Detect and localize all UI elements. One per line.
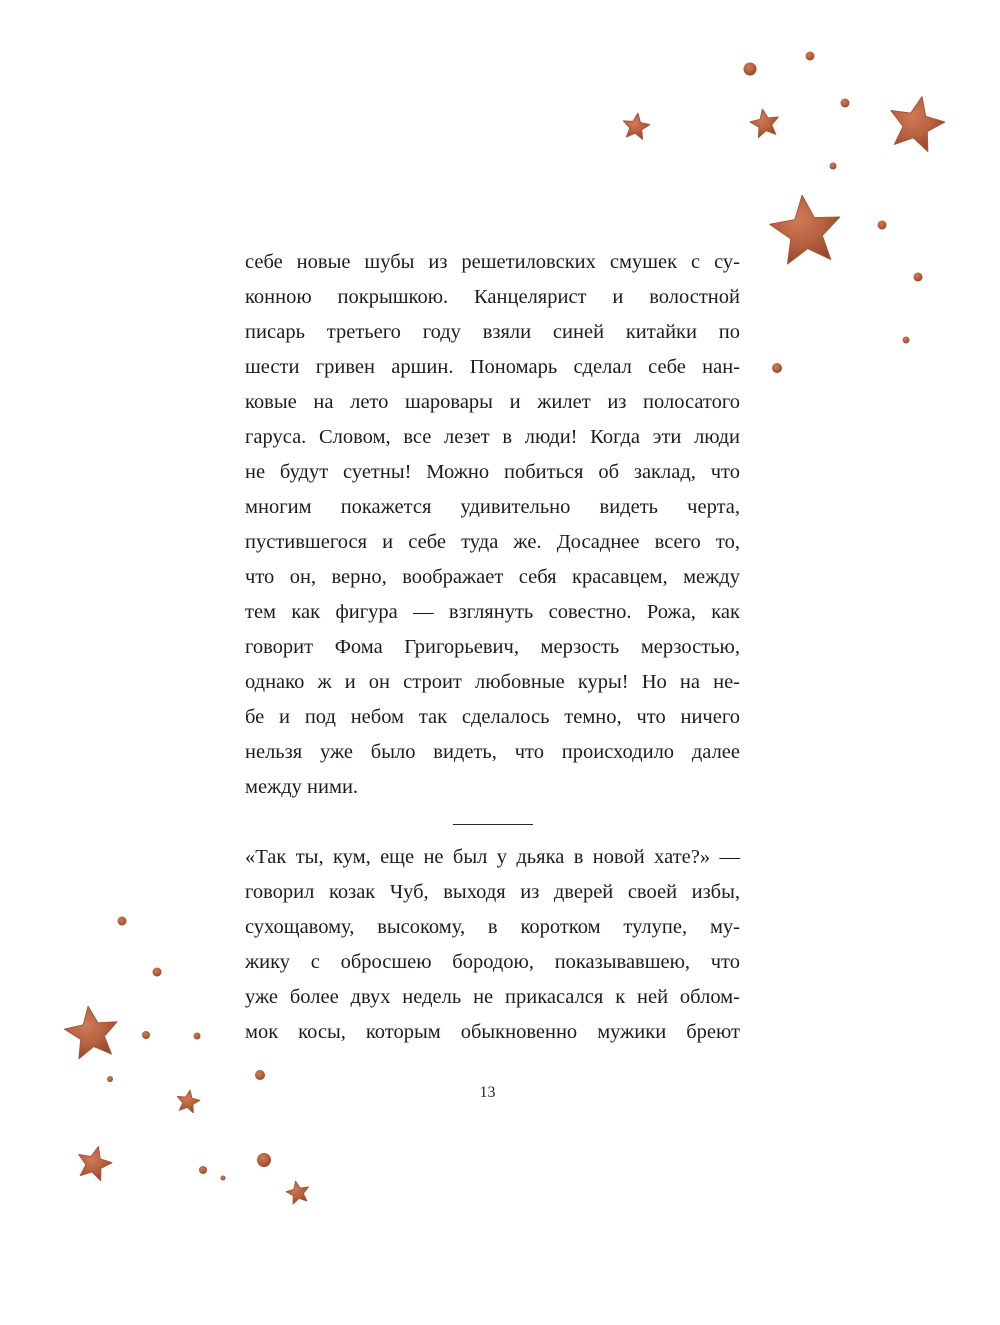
text-line: жику с обросшею бородою, показывавшею, что (245, 951, 740, 973)
star-icon (770, 195, 840, 264)
text-line: многим покажется удивительно видеть черта, (245, 496, 740, 518)
dot-icon (841, 99, 850, 108)
star-icon (79, 1147, 112, 1181)
text-line: «Так ты, кум, еще не был у дьяка в новой хате?» — (245, 846, 740, 868)
dot-icon (772, 363, 782, 373)
text-line: пустившегося и себе туда же. Досаднее всего то, (245, 531, 740, 553)
text-line: что он, верно, воображает себя красавцем, между (245, 566, 740, 588)
text-line: себе новые шубы из решетиловских смушек с су- (245, 251, 740, 273)
text-line: мок косы, которым обыкновенно мужики бреют (245, 1021, 740, 1043)
dot-icon (806, 52, 815, 61)
star-icon (750, 109, 778, 137)
text-line: говорит Фома Григорьевич, мерзость мерзостью, (245, 636, 740, 658)
text-line: писарь третьего году взяли синей китайки по (245, 321, 740, 343)
star-icon (64, 1006, 117, 1058)
text-line: однако ж и он строит любовные куры! Но на не- (245, 671, 740, 693)
paragraph-2 (245, 840, 740, 1050)
paragraph-1 (245, 245, 740, 805)
text-line: сухощавому, высокому, в коротком тулупе, му- (245, 916, 740, 938)
page-number: 13 (479, 1084, 496, 1101)
dot-icon (914, 273, 923, 282)
dot-icon (153, 968, 162, 977)
dot-icon (744, 63, 757, 76)
text-line: конною покрышкою. Канцелярист и волостной (245, 286, 740, 308)
text-line: между ними. (245, 776, 359, 798)
text-line: гаруса. Словом, все лезет в люди! Когда эти люди (245, 426, 740, 448)
text-line: нельзя уже было видеть, что происходило далее (245, 741, 740, 763)
star-icon (286, 1181, 308, 1204)
dot-icon (903, 337, 910, 344)
text-line: не будут суетны! Можно побиться об заклад, что (245, 461, 740, 483)
text-line: уже более двух недель не прикасался к ней облом- (245, 986, 740, 1008)
section-divider (453, 824, 533, 825)
dot-icon (255, 1070, 265, 1080)
star-icon (891, 97, 945, 152)
text-line: шести гривен аршин. Пономарь сделал себе нан- (245, 356, 740, 378)
text-line: говорил козак Чуб, выходя из дверей своей избы, (245, 881, 740, 903)
text-line: тем как фигура — взглянуть совестно. Рожа, как (245, 601, 740, 623)
dot-icon (221, 1176, 226, 1181)
dot-icon (199, 1166, 207, 1174)
dot-icon (142, 1031, 150, 1039)
star-icon (623, 113, 649, 139)
dot-icon (830, 163, 837, 170)
dot-icon (118, 917, 127, 926)
text-line: ковые на лето шаровары и жилет из полосатого (245, 391, 740, 413)
dot-icon (257, 1153, 271, 1167)
text-line: бе и под небом так сделалось темно, что ничего (245, 706, 740, 728)
dot-icon (194, 1033, 201, 1040)
dot-icon (878, 221, 887, 230)
